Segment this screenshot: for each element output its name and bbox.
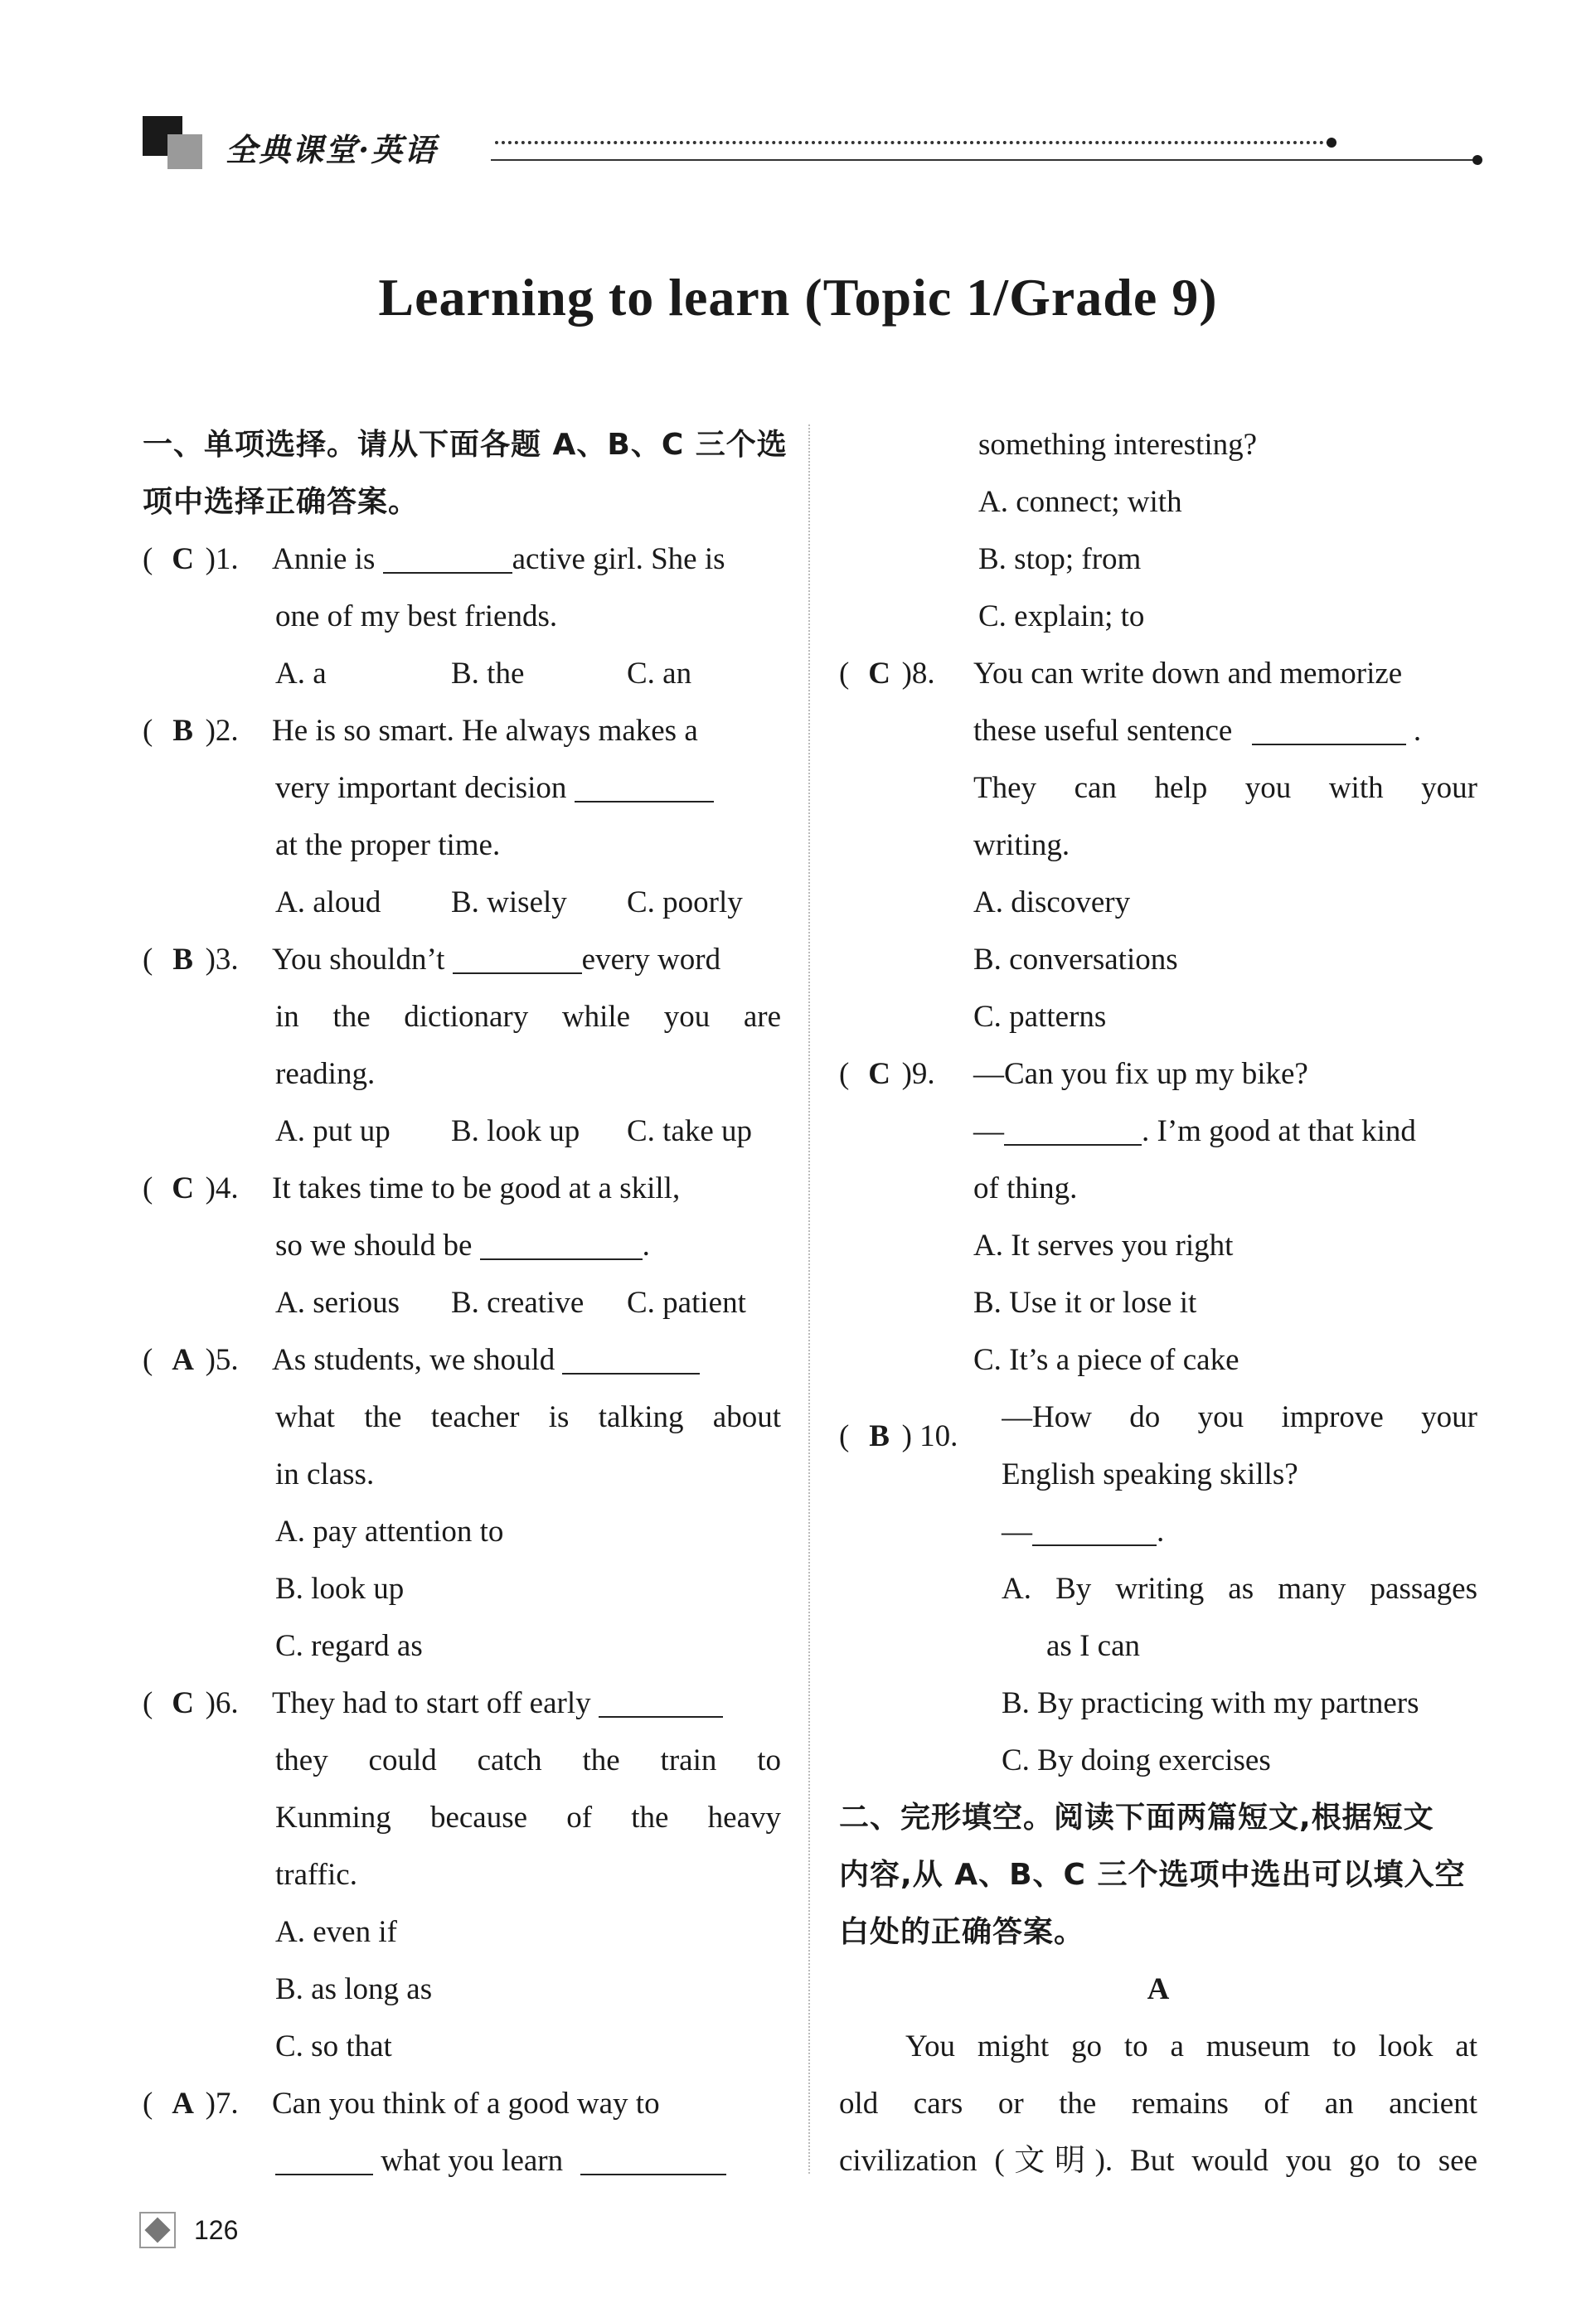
q6-answer: C bbox=[172, 1686, 194, 1720]
q3-answer: B bbox=[172, 943, 193, 977]
q3-option-a: A. put up bbox=[275, 1114, 391, 1148]
q10-blank bbox=[1032, 1513, 1157, 1546]
q4-blank bbox=[480, 1227, 643, 1260]
q1-stem-b: active girl. She is bbox=[512, 542, 725, 576]
q4-option-c: C. patient bbox=[627, 1286, 746, 1320]
q7-stem-a: Can you think of a good way to bbox=[272, 2087, 660, 2121]
q2-stem-b: very important decision bbox=[275, 771, 567, 805]
q2-blank bbox=[575, 769, 714, 802]
q6-line1: ( C )6. They had to start off early bbox=[143, 1675, 781, 1732]
q7-option-b: B. stop; from bbox=[978, 542, 1142, 576]
q1-option-a: A. a bbox=[275, 657, 327, 691]
page-header bbox=[143, 116, 1486, 174]
q8-number: )8. bbox=[901, 657, 935, 691]
q2-option-b: B. wisely bbox=[451, 885, 567, 919]
q6-line3: Kunming because of the heavy bbox=[275, 1801, 781, 1835]
q9-option-a: A. It serves you right bbox=[973, 1229, 1234, 1263]
q2-option-c: C. poorly bbox=[627, 885, 743, 919]
q7-line2 bbox=[143, 2132, 781, 2189]
q8-line1: ( C )8. You can write down and memorize bbox=[839, 645, 1477, 702]
q3-line1: ( B )3. You shouldn’t every word bbox=[143, 931, 781, 988]
header-rule bbox=[491, 159, 1479, 161]
q1-stem-a: Annie is bbox=[272, 542, 376, 576]
section2-instruction-line1: 二、完形填空。阅读下面两篇短文,根据短文 bbox=[839, 1801, 1434, 1835]
q5-option-b: B. look up bbox=[275, 1572, 405, 1606]
q5-option-c: C. regard as bbox=[275, 1629, 423, 1663]
q4-stem-c: . bbox=[642, 1229, 650, 1263]
q4-option-b: B. creative bbox=[451, 1286, 585, 1320]
q7-line3: something interesting? bbox=[978, 428, 1258, 462]
q10-line3 bbox=[839, 1503, 1477, 1560]
q9-answer: C bbox=[868, 1057, 890, 1091]
q4-line2 bbox=[143, 1217, 781, 1274]
q3-line3: reading. bbox=[275, 1057, 376, 1091]
q5-answer: A bbox=[172, 1343, 194, 1377]
q3-stem-a: You shouldn’t bbox=[272, 943, 445, 977]
q6-stem-a: They had to start off early bbox=[272, 1686, 591, 1720]
q10-line1: ( B ) 10.—How do you improve your bbox=[839, 1389, 1477, 1446]
q7-blank-2 bbox=[580, 2142, 726, 2175]
header-brand: 全典课堂·英语 bbox=[226, 131, 438, 168]
q3-number: )3. bbox=[205, 943, 239, 977]
q8-stem-c: . bbox=[1413, 714, 1422, 748]
q9-option-b: B. Use it or lose it bbox=[973, 1286, 1197, 1320]
q9-dash: — bbox=[973, 1114, 1004, 1148]
section1-instruction-line1: 一、单项选择。请从下面各题 A、B、C 三个选 bbox=[143, 428, 788, 462]
page-number: 126 bbox=[194, 2215, 239, 2245]
q9-line3: of thing. bbox=[973, 1171, 1078, 1205]
q9-blank bbox=[1004, 1113, 1142, 1146]
q3-stem-b: every word bbox=[581, 943, 721, 977]
q7-option-c: C. explain; to bbox=[978, 599, 1145, 633]
q2-line2 bbox=[143, 759, 781, 817]
q8-line3: They can help you with your bbox=[973, 771, 1477, 805]
q3-line2: in the dictionary while you are bbox=[275, 1000, 781, 1034]
q5-line1: ( A )5. As students, we should bbox=[143, 1331, 781, 1389]
q3-option-b: B. look up bbox=[451, 1114, 580, 1148]
q8-line4: writing. bbox=[973, 828, 1070, 862]
q10-option-c: C. By doing exercises bbox=[1002, 1743, 1271, 1777]
q8-option-a: A. discovery bbox=[973, 885, 1131, 919]
q8-option-c: C. patterns bbox=[973, 1000, 1107, 1034]
section2-instruction-line3: 白处的正确答案。 bbox=[839, 1915, 1085, 1949]
q6-line4: traffic. bbox=[275, 1858, 357, 1892]
q7-number: )7. bbox=[205, 2087, 239, 2121]
header-dotted-rule bbox=[495, 141, 1331, 144]
q10-dot: . bbox=[1157, 1515, 1165, 1549]
q6-blank bbox=[599, 1685, 723, 1718]
q7-blank-1 bbox=[275, 2142, 373, 2175]
diamond-icon bbox=[139, 2212, 176, 2248]
q9-line2 bbox=[839, 1103, 1477, 1160]
q8-line2 bbox=[839, 702, 1477, 759]
q10-stem-a: —How do you improve your bbox=[1002, 1400, 1477, 1434]
q4-line1: ( C )4. It takes time to be good at a skill, bbox=[143, 1160, 781, 1217]
q9-option-c: C. It’s a piece of cake bbox=[973, 1343, 1239, 1377]
q1-option-c: C. an bbox=[627, 657, 692, 691]
q9-stem-a: —Can you fix up my bike? bbox=[973, 1057, 1308, 1091]
q4-answer: C bbox=[172, 1171, 194, 1205]
q7-option-a: A. connect; with bbox=[978, 485, 1182, 519]
q2-line3: at the proper time. bbox=[275, 828, 501, 862]
q6-number: )6. bbox=[205, 1686, 239, 1720]
section1-instruction-line2: 项中选择正确答案。 bbox=[143, 485, 420, 519]
q1-line2: one of my best friends. bbox=[275, 599, 558, 633]
passage-line2: old cars or the remains of an ancient bbox=[839, 2087, 1477, 2121]
q2-number: )2. bbox=[205, 714, 239, 748]
q2-stem-a: He is so smart. He always makes a bbox=[272, 714, 698, 748]
q10-line2: English speaking skills? bbox=[1002, 1457, 1298, 1491]
q8-blank bbox=[1252, 712, 1406, 745]
q5-number: )5. bbox=[205, 1343, 239, 1377]
q7-line1: ( A )7. Can you think of a good way to bbox=[143, 2075, 781, 2132]
q10-number: ) 10. bbox=[901, 1419, 958, 1453]
header-dot bbox=[1327, 138, 1336, 148]
column-divider bbox=[808, 424, 810, 2174]
right-column bbox=[839, 416, 1477, 2189]
q3-option-c: C. take up bbox=[627, 1114, 753, 1148]
q4-number: )4. bbox=[205, 1171, 239, 1205]
q2-options bbox=[143, 874, 781, 931]
q6-option-b: B. as long as bbox=[275, 1972, 433, 2006]
q5-line2: what the teacher is talking about bbox=[275, 1400, 781, 1434]
q10-dash: — bbox=[1002, 1515, 1032, 1549]
passage-line1: You might go to a museum to look at bbox=[905, 2029, 1477, 2063]
q8-stem-b: these useful sentence bbox=[973, 714, 1233, 748]
q4-option-a: A. serious bbox=[275, 1286, 400, 1320]
q1-option-b: B. the bbox=[451, 657, 525, 691]
q10-option-a-line2: as I can bbox=[1046, 1629, 1140, 1663]
q9-number: )9. bbox=[901, 1057, 935, 1091]
q4-options bbox=[143, 1274, 781, 1331]
q8-stem-a: You can write down and memorize bbox=[973, 657, 1403, 691]
q2-line1: ( B )2. He is so smart. He always makes a bbox=[143, 702, 781, 759]
header-dot-end bbox=[1472, 155, 1482, 165]
header-square-gray bbox=[167, 134, 202, 169]
q7-answer: A bbox=[172, 2087, 194, 2121]
q1-blank bbox=[383, 541, 512, 574]
q6-line2: they could catch the train to bbox=[275, 1743, 781, 1777]
q3-blank bbox=[453, 941, 582, 974]
q8-option-b: B. conversations bbox=[973, 943, 1178, 977]
q9-stem-b: . I’m good at that kind bbox=[1142, 1114, 1416, 1148]
q7-stem-b: what you learn bbox=[381, 2144, 564, 2178]
section2-instruction-line2: 内容,从 A、B、C 三个选项中选出可以填入空 bbox=[839, 1858, 1466, 1892]
passage-heading: A bbox=[1147, 1972, 1170, 2006]
q10-option-a-line1: A. By writing as many passages bbox=[1002, 1572, 1477, 1606]
q8-answer: C bbox=[868, 657, 890, 691]
q5-option-a: A. pay attention to bbox=[275, 1515, 504, 1549]
q10-option-b: B. By practicing with my partners bbox=[1002, 1686, 1419, 1720]
q1-number: )1. bbox=[205, 542, 239, 576]
q1-answer: C bbox=[172, 542, 194, 576]
q5-line3: in class. bbox=[275, 1457, 375, 1491]
q4-stem-a: It takes time to be good at a skill, bbox=[272, 1171, 681, 1205]
passage-line3: civilization (文明). But would you go to see bbox=[839, 2144, 1477, 2178]
left-column bbox=[143, 416, 788, 2189]
q1-line1: ( C )1. Annie is active girl. She is bbox=[143, 531, 781, 588]
q5-stem-a: As students, we should bbox=[272, 1343, 555, 1377]
q10-answer: B bbox=[869, 1419, 890, 1453]
q6-option-a: A. even if bbox=[275, 1915, 397, 1949]
q9-line1: ( C )9. —Can you fix up my bike? bbox=[839, 1045, 1477, 1103]
q6-option-c: C. so that bbox=[275, 2029, 392, 2063]
q2-answer: B bbox=[172, 714, 193, 748]
q3-options bbox=[143, 1103, 781, 1160]
q4-stem-b: so we should be bbox=[275, 1229, 473, 1263]
page-title: Learning to learn (Topic 1/Grade 9) bbox=[378, 268, 1218, 327]
q5-blank bbox=[562, 1341, 700, 1375]
q1-options bbox=[143, 645, 781, 702]
q2-option-a: A. aloud bbox=[275, 885, 381, 919]
